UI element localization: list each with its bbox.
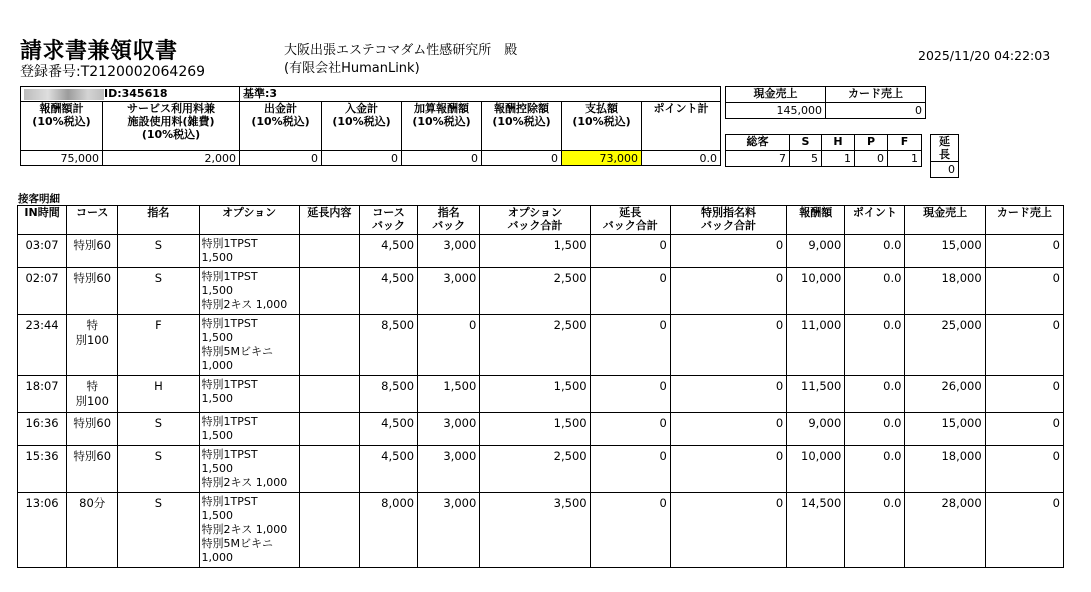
- cash-sales-cell: 26,000: [905, 376, 985, 413]
- option-cell: 特別1TPST 1,500: [199, 235, 299, 268]
- cash-sales-cell: 18,000: [905, 268, 985, 315]
- payment-value: 73,000: [562, 151, 642, 166]
- course-cell: 特別60: [67, 268, 118, 315]
- col-extension-back: 延長 バック合計: [590, 206, 670, 235]
- nomination-back-cell: 3,000: [418, 446, 480, 493]
- course-cell: 80分: [67, 493, 118, 568]
- extension-cell: [299, 268, 359, 315]
- option-back-cell: 2,500: [480, 446, 590, 493]
- reward-cell: 9,000: [787, 413, 845, 446]
- reward-cell: 9,000: [787, 235, 845, 268]
- deduct-reward-value: 0: [482, 151, 562, 166]
- facility-fee-header: サービス利用料兼 施設使用料(雑費) (10%税込): [103, 102, 240, 151]
- totals-value-s: 5: [790, 151, 822, 167]
- option-back-cell: 2,500: [480, 315, 590, 376]
- nomination-back-cell: 3,000: [418, 235, 480, 268]
- course-back-cell: 8,000: [359, 493, 417, 568]
- points-cell: 0.0: [845, 446, 905, 493]
- totals-header-p: P: [855, 135, 888, 151]
- card-sales-cell: 0: [985, 493, 1063, 568]
- course-back-cell: 8,500: [359, 376, 417, 413]
- col-course: コース: [67, 206, 118, 235]
- extension-cell: [299, 376, 359, 413]
- extension-value: 0: [931, 162, 959, 178]
- cash-sales-cell: 15,000: [905, 235, 985, 268]
- col-points: ポイント: [845, 206, 905, 235]
- add-reward-header: 加算報酬額 (10%税込): [402, 102, 482, 151]
- base-label: 基準:3: [240, 87, 721, 102]
- course-cell: 特 別100: [67, 315, 118, 376]
- card-sales-cell: 0: [985, 413, 1063, 446]
- registration-number: 登録番号:T2120002064269: [20, 64, 206, 80]
- customer-totals-table: [725, 134, 922, 167]
- payment-header: 支払額 (10%税込): [562, 102, 642, 151]
- card-sales-cell: 0: [985, 268, 1063, 315]
- nomination-cell: S: [118, 493, 199, 568]
- table-row: [18, 413, 1064, 446]
- totals-header-s: S: [790, 135, 822, 151]
- option-cell: 特別1TPST 1,500 特別2キス 1,000 特別5Mビキニ 1,000: [199, 493, 299, 568]
- extension-back-cell: 0: [590, 413, 670, 446]
- extension-header: 延長: [931, 135, 959, 162]
- extension-cell: [299, 413, 359, 446]
- points-cell: 0.0: [845, 376, 905, 413]
- reward-cell: 10,000: [787, 268, 845, 315]
- card-sales-cell: 0: [985, 315, 1063, 376]
- card-sales-header: カード売上: [826, 87, 926, 103]
- add-reward-value: 0: [402, 151, 482, 166]
- special-back-cell: 0: [670, 413, 786, 446]
- col-nomination: 指名: [118, 206, 199, 235]
- card-sales-cell: 0: [985, 376, 1063, 413]
- table-row: [18, 493, 1064, 568]
- extension-back-cell: 0: [590, 268, 670, 315]
- issue-datetime: 2025/11/20 04:22:03: [918, 48, 1051, 63]
- course-cell: 特別60: [67, 446, 118, 493]
- service-detail-table: [17, 205, 1064, 568]
- nomination-cell: S: [118, 413, 199, 446]
- option-cell: 特別1TPST 1,500: [199, 376, 299, 413]
- reward-cell: 14,500: [787, 493, 845, 568]
- nomination-back-cell: 0: [418, 315, 480, 376]
- special-back-cell: 0: [670, 268, 786, 315]
- in-total-header: 入金計 (10%税込): [322, 102, 402, 151]
- in-time-cell: 16:36: [18, 413, 67, 446]
- special-back-cell: 0: [670, 315, 786, 376]
- nomination-back-cell: 1,500: [418, 376, 480, 413]
- nomination-cell: H: [118, 376, 199, 413]
- deduct-reward-header: 報酬控除額 (10%税込): [482, 102, 562, 151]
- in-time-cell: 02:07: [18, 268, 67, 315]
- points-cell: 0.0: [845, 235, 905, 268]
- extension-back-cell: 0: [590, 493, 670, 568]
- in-time-cell: 15:36: [18, 446, 67, 493]
- company-name: (有限会社HumanLink): [284, 61, 420, 76]
- cash-card-table: [725, 86, 926, 119]
- col-course-back: コース バック: [359, 206, 417, 235]
- nomination-back-cell: 3,000: [418, 413, 480, 446]
- extension-cell: [299, 493, 359, 568]
- extension-table: [930, 134, 959, 178]
- course-cell: 特別60: [67, 413, 118, 446]
- course-back-cell: 4,500: [359, 235, 417, 268]
- extension-cell: [299, 235, 359, 268]
- reward-cell: 11,500: [787, 376, 845, 413]
- option-back-cell: 3,500: [480, 493, 590, 568]
- option-cell: 特別1TPST 1,500 特別2キス 1,000: [199, 268, 299, 315]
- cash-sales-cell: 25,000: [905, 315, 985, 376]
- option-cell: 特別1TPST 1,500 特別2キス 1,000: [199, 446, 299, 493]
- facility-fee-value: 2,000: [103, 151, 240, 166]
- staff-id-cell: [21, 87, 240, 102]
- totals-value-total: 7: [726, 151, 790, 167]
- addressee: 大阪出張エステコマダム性感研究所 殿: [284, 43, 518, 58]
- in-time-cell: 13:06: [18, 493, 67, 568]
- extension-cell: [299, 315, 359, 376]
- table-row: [18, 376, 1064, 413]
- course-back-cell: 4,500: [359, 446, 417, 493]
- in-time-cell: 23:44: [18, 315, 67, 376]
- col-special-back: 特別指名料 バック合計: [670, 206, 786, 235]
- cash-sales-cell: 15,000: [905, 413, 985, 446]
- card-sales-value: 0: [826, 103, 926, 119]
- card-sales-cell: 0: [985, 446, 1063, 493]
- col-extension: 延長内容: [299, 206, 359, 235]
- reward-total-header: 報酬額計 (10%税込): [21, 102, 103, 151]
- extension-back-cell: 0: [590, 376, 670, 413]
- col-option-back: オプション バック合計: [480, 206, 590, 235]
- nomination-back-cell: 3,000: [418, 268, 480, 315]
- course-cell: 特別60: [67, 235, 118, 268]
- option-back-cell: 2,500: [480, 268, 590, 315]
- totals-header-h: H: [822, 135, 855, 151]
- extension-back-cell: 0: [590, 315, 670, 376]
- redacted-name: [24, 89, 104, 100]
- nomination-cell: F: [118, 315, 199, 376]
- option-back-cell: 1,500: [480, 235, 590, 268]
- extension-cell: [299, 446, 359, 493]
- totals-value-f: 1: [888, 151, 922, 167]
- card-sales-cell: 0: [985, 235, 1063, 268]
- points-cell: 0.0: [845, 268, 905, 315]
- nomination-back-cell: 3,000: [418, 493, 480, 568]
- points-cell: 0.0: [845, 315, 905, 376]
- table-row: [18, 268, 1064, 315]
- option-back-cell: 1,500: [480, 376, 590, 413]
- nomination-cell: S: [118, 235, 199, 268]
- course-back-cell: 4,500: [359, 268, 417, 315]
- document-title: 請求書兼領収書: [20, 39, 178, 64]
- course-cell: 特 別100: [67, 376, 118, 413]
- table-row: [18, 315, 1064, 376]
- cash-sales-value: 145,000: [726, 103, 826, 119]
- special-back-cell: 0: [670, 446, 786, 493]
- cash-sales-cell: 18,000: [905, 446, 985, 493]
- special-back-cell: 0: [670, 493, 786, 568]
- staff-id: ID:345618: [104, 87, 168, 100]
- col-nomination-back: 指名 バック: [418, 206, 480, 235]
- summary-table: [20, 86, 721, 166]
- course-back-cell: 4,500: [359, 413, 417, 446]
- points-cell: 0.0: [845, 413, 905, 446]
- col-reward: 報酬額: [787, 206, 845, 235]
- nomination-cell: S: [118, 268, 199, 315]
- extension-back-cell: 0: [590, 446, 670, 493]
- totals-header-total: 総客: [726, 135, 790, 151]
- col-card-sales: カード売上: [985, 206, 1063, 235]
- col-option: オプション: [199, 206, 299, 235]
- out-total-header: 出金計 (10%税込): [240, 102, 322, 151]
- reward-cell: 11,000: [787, 315, 845, 376]
- in-time-cell: 18:07: [18, 376, 67, 413]
- table-row: [18, 235, 1064, 268]
- option-cell: 特別1TPST 1,500 特別5Mビキニ 1,000: [199, 315, 299, 376]
- totals-value-p: 0: [855, 151, 888, 167]
- extension-back-cell: 0: [590, 235, 670, 268]
- totals-header-f: F: [888, 135, 922, 151]
- in-total-value: 0: [322, 151, 402, 166]
- detail-section-label: 接客明細: [18, 193, 60, 205]
- out-total-value: 0: [240, 151, 322, 166]
- points-total-value: 0.0: [642, 151, 721, 166]
- col-cash-sales: 現金売上: [905, 206, 985, 235]
- option-cell: 特別1TPST 1,500: [199, 413, 299, 446]
- reward-total-value: 75,000: [21, 151, 103, 166]
- course-back-cell: 8,500: [359, 315, 417, 376]
- in-time-cell: 03:07: [18, 235, 67, 268]
- table-row: [18, 446, 1064, 493]
- special-back-cell: 0: [670, 376, 786, 413]
- nomination-cell: S: [118, 446, 199, 493]
- reward-cell: 10,000: [787, 446, 845, 493]
- points-cell: 0.0: [845, 493, 905, 568]
- special-back-cell: 0: [670, 235, 786, 268]
- col-in-time: IN時間: [18, 206, 67, 235]
- option-back-cell: 1,500: [480, 413, 590, 446]
- cash-sales-header: 現金売上: [726, 87, 826, 103]
- points-total-header: ポイント計: [642, 102, 721, 151]
- totals-value-h: 1: [822, 151, 855, 167]
- cash-sales-cell: 28,000: [905, 493, 985, 568]
